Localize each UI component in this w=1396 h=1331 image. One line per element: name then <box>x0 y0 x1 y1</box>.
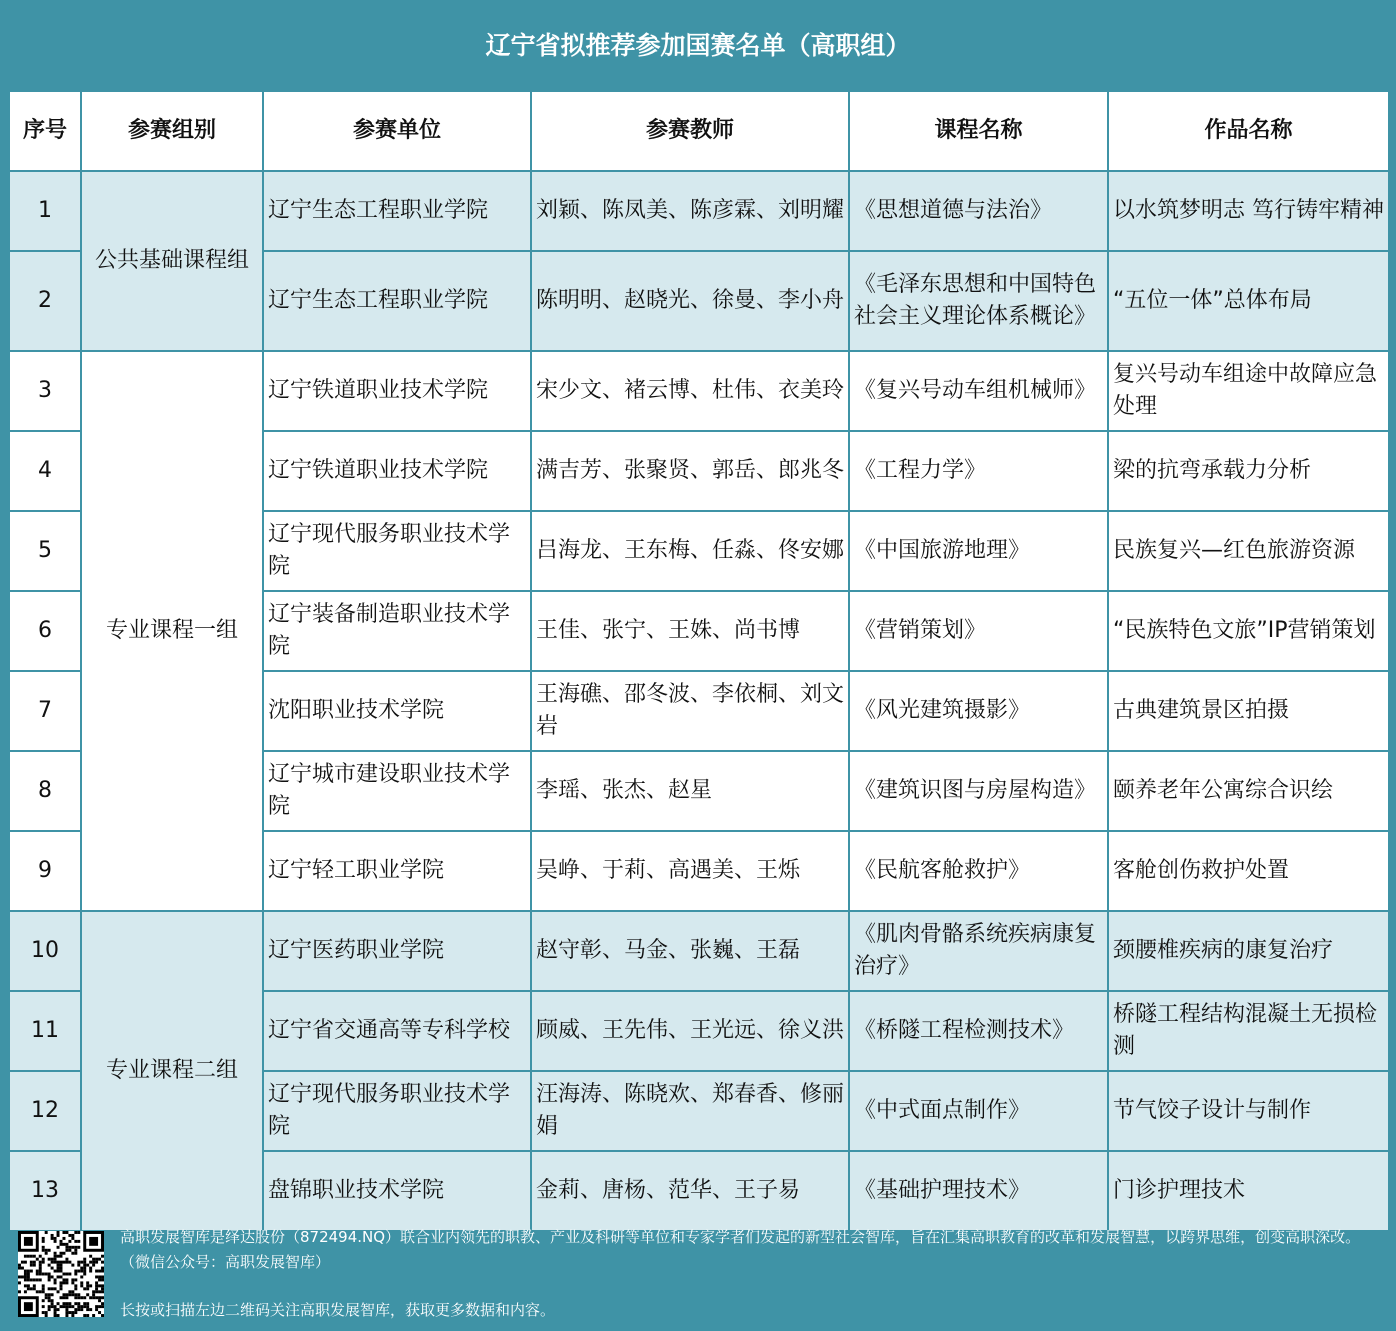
teachers-cell: 李瑶、张杰、赵星 <box>531 751 849 831</box>
column-header: 参赛单位 <box>263 91 531 171</box>
course-cell: 《民航客舱救护》 <box>849 831 1108 911</box>
course-cell: 《思想道德与法治》 <box>849 171 1108 251</box>
row-number: 10 <box>9 911 81 991</box>
course-cell: 《中式面点制作》 <box>849 1071 1108 1151</box>
footer-cta: 长按或扫描左边二维码关注高职发展智库，获取更多数据和内容。 <box>120 1301 556 1319</box>
qr-code-icon <box>18 1231 104 1317</box>
table-header-row <box>9 91 1389 171</box>
work-cell: 复兴号动车组途中故障应急处理 <box>1108 351 1389 431</box>
work-cell: 门诊护理技术 <box>1108 1151 1389 1231</box>
unit-cell: 辽宁现代服务职业技术学院 <box>263 1071 531 1151</box>
unit-cell: 辽宁轻工职业学院 <box>263 831 531 911</box>
teachers-cell: 满吉芳、张聚贤、郭岳、郎兆冬 <box>531 431 849 511</box>
teachers-cell: 金莉、唐杨、范华、王子易 <box>531 1151 849 1231</box>
row-number: 2 <box>9 251 81 351</box>
row-number: 12 <box>9 1071 81 1151</box>
teachers-cell: 陈明明、赵晓光、徐曼、李小舟 <box>531 251 849 351</box>
work-cell: 桥隧工程结构混凝土无损检测 <box>1108 991 1389 1071</box>
row-number: 4 <box>9 431 81 511</box>
column-header: 参赛组别 <box>81 91 263 171</box>
work-cell: 梁的抗弯承载力分析 <box>1108 431 1389 511</box>
course-cell: 《中国旅游地理》 <box>849 511 1108 591</box>
teachers-cell: 王佳、张宁、王姝、尚书博 <box>531 591 849 671</box>
teachers-cell: 吴峥、于莉、高遇美、王烁 <box>531 831 849 911</box>
work-cell: “民族特色文旅”IP营销策划 <box>1108 591 1389 671</box>
table-row <box>9 911 1389 991</box>
row-number: 6 <box>9 591 81 671</box>
column-header: 作品名称 <box>1108 91 1389 171</box>
course-cell: 《工程力学》 <box>849 431 1108 511</box>
row-number: 7 <box>9 671 81 751</box>
course-cell: 《肌肉骨骼系统疾病康复治疗》 <box>849 911 1108 991</box>
work-cell: 民族复兴—红色旅游资源 <box>1108 511 1389 591</box>
row-number: 11 <box>9 991 81 1071</box>
row-number: 1 <box>9 171 81 251</box>
row-number: 9 <box>9 831 81 911</box>
course-cell: 《营销策划》 <box>849 591 1108 671</box>
page-title: 辽宁省拟推荐参加国赛名单（高职组） <box>485 31 911 60</box>
column-header: 序号 <box>9 91 81 171</box>
teachers-cell: 赵守彰、马金、张巍、王磊 <box>531 911 849 991</box>
unit-cell: 辽宁生态工程职业学院 <box>263 251 531 351</box>
unit-cell: 辽宁医药职业学院 <box>263 911 531 991</box>
course-cell: 《桥隧工程检测技术》 <box>849 991 1108 1071</box>
unit-cell: 辽宁省交通高等专科学校 <box>263 991 531 1071</box>
footer <box>0 1217 1396 1331</box>
row-number: 3 <box>9 351 81 431</box>
unit-cell: 辽宁铁道职业技术学院 <box>263 431 531 511</box>
teachers-cell: 顾威、王先伟、王光远、徐义洪 <box>531 991 849 1071</box>
course-cell: 《风光建筑摄影》 <box>849 671 1108 751</box>
unit-cell: 沈阳职业技术学院 <box>263 671 531 751</box>
teachers-cell: 王海礁、邵冬波、李依桐、刘文岩 <box>531 671 849 751</box>
work-cell: 古典建筑景区拍摄 <box>1108 671 1389 751</box>
work-cell: “五位一体”总体布局 <box>1108 251 1389 351</box>
unit-cell: 辽宁现代服务职业技术学院 <box>263 511 531 591</box>
footer-description: 高职发展智库是绎达股份（872494.NQ）联合业内领先的职教、产业及科研等单位和专家学者们发起的新型社会智库，旨在汇集高职教育的改革和发展智慧，以跨界思维，创变高职深改。（微信公众号：高职发展智库） <box>120 1228 1361 1271</box>
group-name: 专业课程二组 <box>81 911 263 1231</box>
row-number: 5 <box>9 511 81 591</box>
work-cell: 颐养老年公寓综合识绘 <box>1108 751 1389 831</box>
course-cell: 《基础护理技术》 <box>849 1151 1108 1231</box>
unit-cell: 辽宁城市建设职业技术学院 <box>263 751 531 831</box>
teachers-cell: 吕海龙、王东梅、任淼、佟安娜 <box>531 511 849 591</box>
work-cell: 节气饺子设计与制作 <box>1108 1071 1389 1151</box>
group-name: 专业课程一组 <box>81 351 263 911</box>
work-cell: 以水筑梦明志 笃行铸牢精神 <box>1108 171 1389 251</box>
row-number: 13 <box>9 1151 81 1231</box>
row-number: 8 <box>9 751 81 831</box>
teachers-cell: 刘颖、陈凤美、陈彦霖、刘明耀 <box>531 171 849 251</box>
teachers-cell: 宋少文、褚云博、杜伟、衣美玲 <box>531 351 849 431</box>
unit-cell: 辽宁铁道职业技术学院 <box>263 351 531 431</box>
table-row <box>9 351 1389 431</box>
table-row <box>9 171 1389 251</box>
course-cell: 《毛泽东思想和中国特色社会主义理论体系概论》 <box>849 251 1108 351</box>
group-name: 公共基础课程组 <box>81 171 263 351</box>
candidate-table <box>8 90 1390 1232</box>
unit-cell: 盘锦职业技术学院 <box>263 1151 531 1231</box>
course-cell: 《建筑识图与房屋构造》 <box>849 751 1108 831</box>
column-header: 课程名称 <box>849 91 1108 171</box>
course-cell: 《复兴号动车组机械师》 <box>849 351 1108 431</box>
unit-cell: 辽宁装备制造职业技术学院 <box>263 591 531 671</box>
work-cell: 颈腰椎疾病的康复治疗 <box>1108 911 1389 991</box>
column-header: 参赛教师 <box>531 91 849 171</box>
teachers-cell: 汪海涛、陈晓欢、郑春香、修丽娟 <box>531 1071 849 1151</box>
unit-cell: 辽宁生态工程职业学院 <box>263 171 531 251</box>
work-cell: 客舱创伤救护处置 <box>1108 831 1389 911</box>
